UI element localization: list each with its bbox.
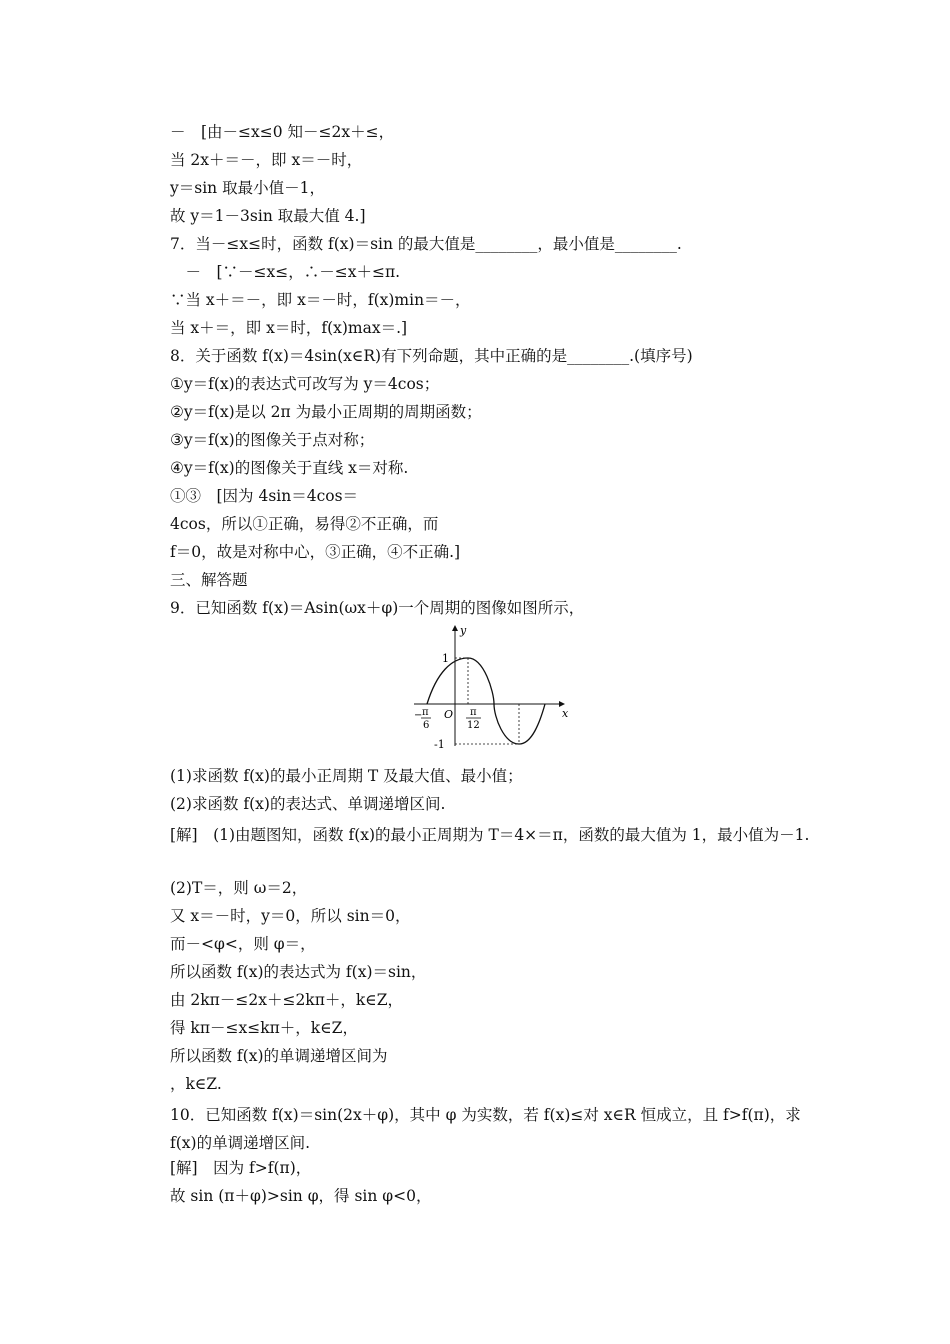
line-3: y＝sin 取最小值－1， — [170, 179, 325, 197]
x-left-numerator: π — [422, 707, 429, 718]
line-8: 当 x＋＝，即 x＝时，f(x)max＝.] — [170, 319, 408, 337]
line-29: ，k∈Z. — [170, 1075, 222, 1093]
line-16: f＝0，故是对称中心，③正确，④不正确.] — [170, 543, 461, 561]
x-axis-label: x — [562, 707, 569, 720]
origin-label: O — [444, 708, 454, 721]
line-27: 得 kπ－≤x≤kπ＋，k∈Z， — [170, 1019, 358, 1037]
line-2: 当 2x＋＝－，即 x＝－时， — [170, 151, 363, 169]
option-2: ②y＝f(x)是以 2π 为最小正周期的周期函数； — [170, 403, 482, 421]
line-4: 故 y＝1－3sin 取最大值 4.] — [170, 207, 366, 225]
y-min-label: -1 — [434, 738, 445, 751]
solution-9-part-1: [解] (1)由题图知，函数 f(x)的最小正周期为 T＝4×＝π，函数的最大值为 1，最小值为－1. — [170, 826, 810, 844]
question-7: 7．当－≤x≤时，函数 f(x)＝sin 的最大值是________，最小值是________. — [170, 235, 682, 253]
x-left-denominator: 6 — [423, 720, 430, 731]
section-heading: 三、解答题 — [170, 571, 248, 589]
y-axis-label: y — [460, 624, 467, 637]
line-7: ∵当 x＋＝－，即 x＝－时，f(x)min＝－， — [170, 291, 471, 309]
x-left-sign: − — [414, 710, 423, 721]
line-23: 又 x＝－时，y＝0，所以 sin＝0， — [170, 907, 411, 925]
question-8: 8．关于函数 f(x)＝4sin(x∈R)有下列命题，其中正确的是________.(填序号) — [170, 347, 693, 365]
answer-7: － [∵－≤x≤，∴－≤x＋≤π. — [170, 263, 401, 281]
solution-10: [解] 因为 f>f(π)， — [170, 1159, 312, 1177]
answer-8: ①③ [因为 4sin＝4cos＝ — [170, 487, 359, 505]
x-right-denominator: 12 — [467, 720, 480, 731]
sub-question-1: (1)求函数 f(x)的最小正周期 T 及最大值、最小值； — [170, 767, 523, 785]
line-1: － [由－≤x≤0 知－≤2x＋≤， — [170, 123, 395, 141]
y-max-label: 1 — [442, 652, 449, 665]
line-28: 所以函数 f(x)的单调递增区间为 — [170, 1047, 388, 1065]
line-32: 故 sin (π＋φ)>sin φ，得 sin φ<0， — [170, 1187, 432, 1205]
line-22: (2)T＝，则 ω＝2， — [170, 879, 308, 897]
sine-graph — [412, 622, 572, 752]
x-right-numerator: π — [470, 707, 477, 718]
line-25: 所以函数 f(x)的表达式为 f(x)＝sin， — [170, 963, 427, 981]
option-1: ①y＝f(x)的表达式可改写为 y＝4cos； — [170, 375, 440, 393]
question-9: 9．已知函数 f(x)＝Asin(ωx＋φ)一个周期的图像如图所示， — [170, 599, 585, 617]
question-10: 10．已知函数 f(x)＝sin(2x＋φ)，其中 φ 为实数，若 f(x)≤对 x∈R 恒成立，且 f>f(π)，求 f(x)的单调递增区间. — [170, 1106, 801, 1152]
sub-question-2: (2)求函数 f(x)的表达式、单调递增区间. — [170, 795, 446, 813]
option-3: ③y＝f(x)的图像关于点对称； — [170, 431, 375, 449]
line-15: 4cos，所以①正确，易得②不正确，而 — [170, 515, 439, 533]
line-26: 由 2kπ－≤2x＋≤2kπ＋，k∈Z， — [170, 991, 404, 1009]
option-4: ④y＝f(x)的图像关于直线 x＝对称. — [170, 459, 409, 477]
sine-curve — [427, 658, 545, 744]
line-24: 而－<φ<，则 φ＝， — [170, 935, 316, 953]
